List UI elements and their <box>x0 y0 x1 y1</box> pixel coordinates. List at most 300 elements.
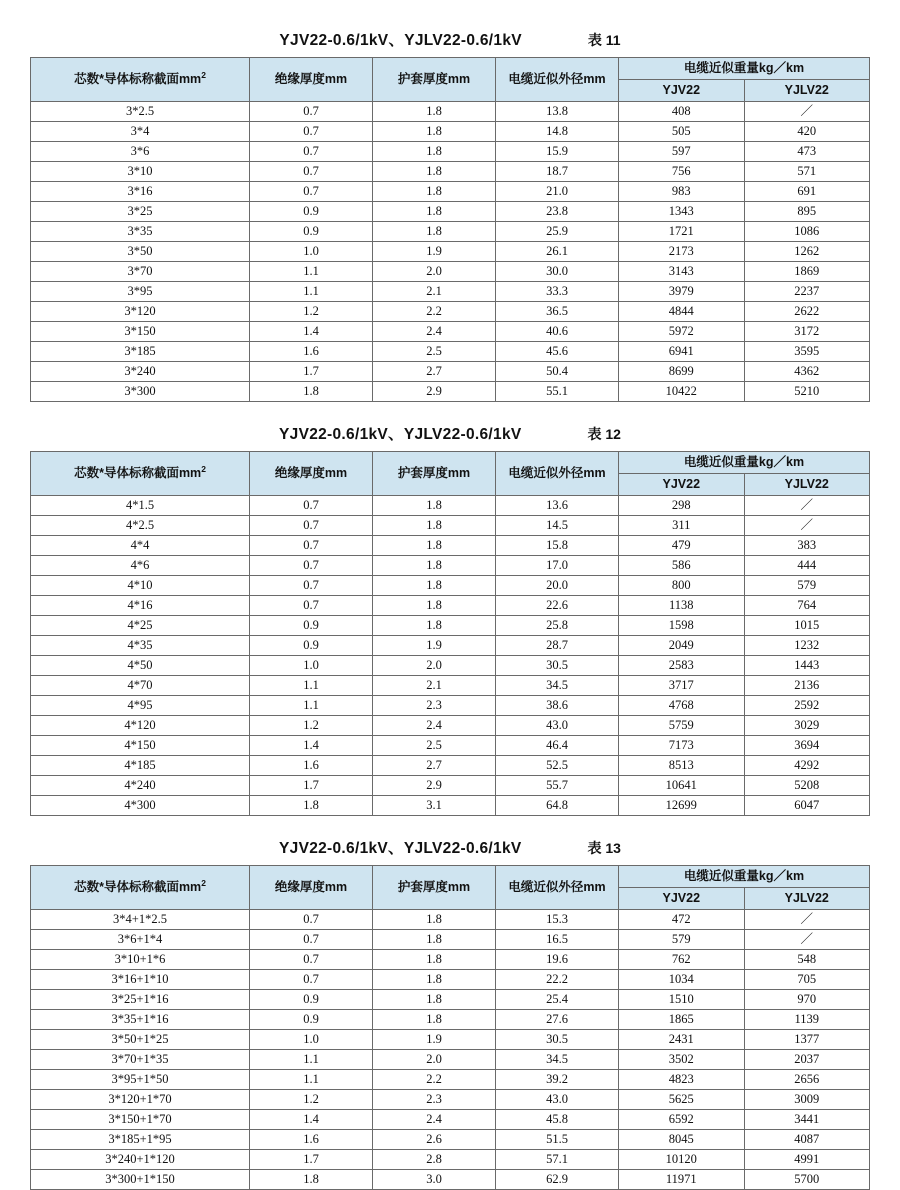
header-outer-diameter: 电缆近似外径mm <box>496 866 619 910</box>
cell-weight-yjv22: 800 <box>619 576 745 596</box>
table-row <box>31 656 870 676</box>
cell-weight-yjv22: 3717 <box>619 676 745 696</box>
cell-sheath-thickness: 1.8 <box>373 556 496 576</box>
cell-insulation-thickness: 1.0 <box>250 656 373 676</box>
table-row <box>31 282 870 302</box>
table-head-13 <box>31 866 870 910</box>
cell-sheath-thickness: 2.4 <box>373 322 496 342</box>
cell-weight-yjlv22: 420 <box>744 122 870 142</box>
cell-sheath-thickness: 3.0 <box>373 1170 496 1190</box>
table-row <box>31 1030 870 1050</box>
cell-outer-diameter: 26.1 <box>496 242 619 262</box>
cell-weight-yjv22: 1865 <box>619 1010 745 1030</box>
table-row <box>31 696 870 716</box>
cell-insulation-thickness: 0.7 <box>250 596 373 616</box>
cell-core-section: 3*50+1*25 <box>31 1030 250 1050</box>
cell-core-section: 3*4+1*2.5 <box>31 910 250 930</box>
table-caption-12 <box>30 416 870 451</box>
cell-weight-yjv22: 1510 <box>619 990 745 1010</box>
table-row <box>31 382 870 402</box>
cell-outer-diameter: 50.4 <box>496 362 619 382</box>
cell-weight-yjlv22: 4991 <box>744 1150 870 1170</box>
cell-insulation-thickness: 0.7 <box>250 122 373 142</box>
table-row <box>31 262 870 282</box>
cell-outer-diameter: 17.0 <box>496 556 619 576</box>
table-title-13: YJV22-0.6/1kV、YJLV22-0.6/1kV <box>279 840 522 857</box>
cell-outer-diameter: 23.8 <box>496 202 619 222</box>
cell-core-section: 4*50 <box>31 656 250 676</box>
cell-weight-yjv22: 1721 <box>619 222 745 242</box>
cell-weight-yjlv22: 3172 <box>744 322 870 342</box>
cell-core-section: 3*10+1*6 <box>31 950 250 970</box>
table-row <box>31 496 870 516</box>
cell-outer-diameter: 30.0 <box>496 262 619 282</box>
cell-insulation-thickness: 1.7 <box>250 362 373 382</box>
cell-core-section: 3*185 <box>31 342 250 362</box>
cell-weight-yjlv22: 3029 <box>744 716 870 736</box>
cell-weight-yjlv22: 4292 <box>744 756 870 776</box>
cell-weight-yjv22: 4768 <box>619 696 745 716</box>
cell-sheath-thickness: 2.3 <box>373 696 496 716</box>
header-row-primary <box>31 866 870 888</box>
cell-weight-yjv22: 2583 <box>619 656 745 676</box>
header-yjv22: YJV22 <box>619 80 745 102</box>
table-row <box>31 1110 870 1130</box>
cell-sheath-thickness: 1.9 <box>373 636 496 656</box>
cell-outer-diameter: 14.8 <box>496 122 619 142</box>
cell-outer-diameter: 22.6 <box>496 596 619 616</box>
cell-insulation-thickness: 1.4 <box>250 1110 373 1130</box>
cell-outer-diameter: 40.6 <box>496 322 619 342</box>
cell-sheath-thickness: 3.1 <box>373 796 496 816</box>
cell-weight-yjv22: 3502 <box>619 1050 745 1070</box>
cell-outer-diameter: 27.6 <box>496 1010 619 1030</box>
cell-core-section: 4*185 <box>31 756 250 776</box>
cell-core-section: 3*300+1*150 <box>31 1170 250 1190</box>
cell-weight-yjv22: 1138 <box>619 596 745 616</box>
cell-core-section: 3*95 <box>31 282 250 302</box>
cell-outer-diameter: 55.1 <box>496 382 619 402</box>
cell-sheath-thickness: 2.5 <box>373 736 496 756</box>
cell-core-section: 4*4 <box>31 536 250 556</box>
cell-core-section: 3*300 <box>31 382 250 402</box>
cell-weight-yjv22: 5759 <box>619 716 745 736</box>
cell-core-section: 3*6 <box>31 142 250 162</box>
cell-weight-yjlv22: 2037 <box>744 1050 870 1070</box>
header-approx-weight: 电缆近似重量kg／km <box>619 58 870 80</box>
cell-core-section: 3*6+1*4 <box>31 930 250 950</box>
cell-outer-diameter: 64.8 <box>496 796 619 816</box>
cell-sheath-thickness: 2.0 <box>373 262 496 282</box>
cell-outer-diameter: 21.0 <box>496 182 619 202</box>
cell-insulation-thickness: 1.7 <box>250 776 373 796</box>
cell-weight-yjv22: 10641 <box>619 776 745 796</box>
header-sheath-thickness: 护套厚度mm <box>373 866 496 910</box>
cell-insulation-thickness: 1.8 <box>250 382 373 402</box>
cell-weight-yjlv22: ／ <box>744 496 870 516</box>
cell-sheath-thickness: 1.8 <box>373 970 496 990</box>
cell-weight-yjv22: 597 <box>619 142 745 162</box>
cell-outer-diameter: 15.9 <box>496 142 619 162</box>
cell-weight-yjv22: 2173 <box>619 242 745 262</box>
cell-core-section: 4*120 <box>31 716 250 736</box>
cell-outer-diameter: 45.6 <box>496 342 619 362</box>
cell-sheath-thickness: 1.8 <box>373 142 496 162</box>
cell-core-section: 3*240 <box>31 362 250 382</box>
cell-weight-yjlv22: 3694 <box>744 736 870 756</box>
cell-weight-yjv22: 12699 <box>619 796 745 816</box>
cell-core-section: 3*4 <box>31 122 250 142</box>
cell-insulation-thickness: 1.6 <box>250 342 373 362</box>
cell-weight-yjlv22: 1015 <box>744 616 870 636</box>
table-row <box>31 1010 870 1030</box>
table-row <box>31 596 870 616</box>
header-core-section <box>31 866 250 910</box>
table-caption-11 <box>30 22 870 57</box>
table-row <box>31 342 870 362</box>
table-row <box>31 910 870 930</box>
table-row <box>31 970 870 990</box>
cell-sheath-thickness: 1.8 <box>373 910 496 930</box>
cell-insulation-thickness: 0.9 <box>250 990 373 1010</box>
cell-outer-diameter: 52.5 <box>496 756 619 776</box>
cell-core-section: 3*16 <box>31 182 250 202</box>
table-block-11 <box>0 22 900 402</box>
cell-outer-diameter: 57.1 <box>496 1150 619 1170</box>
table-body-13 <box>31 910 870 1190</box>
cell-weight-yjlv22: 473 <box>744 142 870 162</box>
cell-sheath-thickness: 2.9 <box>373 382 496 402</box>
cell-weight-yjv22: 1343 <box>619 202 745 222</box>
cell-outer-diameter: 13.8 <box>496 102 619 122</box>
table-row <box>31 736 870 756</box>
cell-core-section: 3*2.5 <box>31 102 250 122</box>
cell-outer-diameter: 30.5 <box>496 656 619 676</box>
cell-weight-yjlv22: 2622 <box>744 302 870 322</box>
cell-weight-yjlv22: ／ <box>744 930 870 950</box>
cell-sheath-thickness: 2.3 <box>373 1090 496 1110</box>
cell-insulation-thickness: 0.7 <box>250 102 373 122</box>
cell-weight-yjlv22: ／ <box>744 516 870 536</box>
cell-sheath-thickness: 2.0 <box>373 1050 496 1070</box>
cell-core-section: 3*50 <box>31 242 250 262</box>
cell-insulation-thickness: 1.7 <box>250 1150 373 1170</box>
cell-weight-yjv22: 479 <box>619 536 745 556</box>
cell-core-section: 4*240 <box>31 776 250 796</box>
cell-outer-diameter: 51.5 <box>496 1130 619 1150</box>
cell-sheath-thickness: 1.9 <box>373 1030 496 1050</box>
cell-sheath-thickness: 1.8 <box>373 536 496 556</box>
cell-sheath-thickness: 2.7 <box>373 362 496 382</box>
cell-weight-yjv22: 10120 <box>619 1150 745 1170</box>
cell-outer-diameter: 18.7 <box>496 162 619 182</box>
cell-sheath-thickness: 2.5 <box>373 342 496 362</box>
cell-core-section: 4*16 <box>31 596 250 616</box>
cell-insulation-thickness: 0.9 <box>250 616 373 636</box>
cell-weight-yjlv22: 1232 <box>744 636 870 656</box>
table-body-12 <box>31 496 870 816</box>
gap-11-12 <box>0 402 900 416</box>
cell-sheath-thickness: 2.9 <box>373 776 496 796</box>
cell-insulation-thickness: 1.8 <box>250 1170 373 1190</box>
table-row <box>31 1050 870 1070</box>
table-row <box>31 796 870 816</box>
cell-insulation-thickness: 1.4 <box>250 736 373 756</box>
cell-insulation-thickness: 0.7 <box>250 556 373 576</box>
cell-sheath-thickness: 1.8 <box>373 222 496 242</box>
table-caption-13 <box>30 830 870 865</box>
cell-weight-yjv22: 579 <box>619 930 745 950</box>
cell-weight-yjv22: 6592 <box>619 1110 745 1130</box>
cell-outer-diameter: 39.2 <box>496 1070 619 1090</box>
cell-sheath-thickness: 2.2 <box>373 1070 496 1090</box>
cell-outer-diameter: 36.5 <box>496 302 619 322</box>
cell-core-section: 4*1.5 <box>31 496 250 516</box>
cell-core-section: 3*35 <box>31 222 250 242</box>
header-row-primary <box>31 452 870 474</box>
cell-insulation-thickness: 1.1 <box>250 696 373 716</box>
cell-outer-diameter: 25.4 <box>496 990 619 1010</box>
cell-insulation-thickness: 0.9 <box>250 1010 373 1030</box>
cell-outer-diameter: 43.0 <box>496 1090 619 1110</box>
cell-insulation-thickness: 0.7 <box>250 516 373 536</box>
cell-outer-diameter: 38.6 <box>496 696 619 716</box>
table-row <box>31 1130 870 1150</box>
cell-core-section: 4*300 <box>31 796 250 816</box>
cell-sheath-thickness: 1.8 <box>373 930 496 950</box>
cell-sheath-thickness: 1.8 <box>373 102 496 122</box>
cell-sheath-thickness: 1.9 <box>373 242 496 262</box>
table-row <box>31 102 870 122</box>
cell-insulation-thickness: 1.1 <box>250 1050 373 1070</box>
cell-outer-diameter: 33.3 <box>496 282 619 302</box>
cell-weight-yjv22: 586 <box>619 556 745 576</box>
header-yjv22: YJV22 <box>619 474 745 496</box>
cell-core-section: 3*240+1*120 <box>31 1150 250 1170</box>
cell-core-section: 3*25 <box>31 202 250 222</box>
table-body-11 <box>31 102 870 402</box>
cell-weight-yjlv22: ／ <box>744 910 870 930</box>
cell-weight-yjlv22: 571 <box>744 162 870 182</box>
cell-insulation-thickness: 1.0 <box>250 1030 373 1050</box>
cell-weight-yjlv22: 1262 <box>744 242 870 262</box>
cell-weight-yjv22: 3143 <box>619 262 745 282</box>
spec-table-12 <box>30 451 870 816</box>
cell-insulation-thickness: 1.6 <box>250 756 373 776</box>
header-core-section-label: 芯数*导体标称截面mm <box>74 72 202 86</box>
cell-weight-yjv22: 1598 <box>619 616 745 636</box>
cell-outer-diameter: 28.7 <box>496 636 619 656</box>
spec-table-13 <box>30 865 870 1190</box>
cell-weight-yjlv22: 383 <box>744 536 870 556</box>
cell-core-section: 3*120 <box>31 302 250 322</box>
cell-sheath-thickness: 2.7 <box>373 756 496 776</box>
cell-sheath-thickness: 1.8 <box>373 182 496 202</box>
header-sheath-thickness: 护套厚度mm <box>373 58 496 102</box>
table-row <box>31 990 870 1010</box>
cell-sheath-thickness: 1.8 <box>373 202 496 222</box>
cell-core-section: 3*150+1*70 <box>31 1110 250 1130</box>
table-row <box>31 242 870 262</box>
header-core-section-sup: 2 <box>201 69 206 80</box>
cell-weight-yjlv22: 1086 <box>744 222 870 242</box>
cell-core-section: 3*150 <box>31 322 250 342</box>
cell-weight-yjlv22: 3595 <box>744 342 870 362</box>
table-row <box>31 930 870 950</box>
table-row <box>31 322 870 342</box>
cell-sheath-thickness: 2.6 <box>373 1130 496 1150</box>
cell-sheath-thickness: 1.8 <box>373 516 496 536</box>
cell-core-section: 4*2.5 <box>31 516 250 536</box>
cell-outer-diameter: 15.8 <box>496 536 619 556</box>
cell-weight-yjv22: 472 <box>619 910 745 930</box>
cell-weight-yjv22: 4823 <box>619 1070 745 1090</box>
cell-core-section: 3*10 <box>31 162 250 182</box>
cell-weight-yjlv22: 895 <box>744 202 870 222</box>
table-number-11: 表 11 <box>587 32 621 48</box>
cell-sheath-thickness: 1.8 <box>373 122 496 142</box>
table-row <box>31 516 870 536</box>
cell-insulation-thickness: 0.7 <box>250 496 373 516</box>
cell-insulation-thickness: 0.7 <box>250 576 373 596</box>
cell-weight-yjv22: 5625 <box>619 1090 745 1110</box>
header-yjlv22: YJLV22 <box>744 474 870 496</box>
header-approx-weight: 电缆近似重量kg／km <box>619 866 870 888</box>
cell-outer-diameter: 25.8 <box>496 616 619 636</box>
header-sheath-thickness: 护套厚度mm <box>373 452 496 496</box>
cell-core-section: 4*25 <box>31 616 250 636</box>
cell-weight-yjlv22: 4362 <box>744 362 870 382</box>
header-core-section <box>31 452 250 496</box>
cell-weight-yjlv22: 548 <box>744 950 870 970</box>
cell-weight-yjv22: 3979 <box>619 282 745 302</box>
cell-core-section: 3*25+1*16 <box>31 990 250 1010</box>
cell-insulation-thickness: 1.1 <box>250 676 373 696</box>
cell-sheath-thickness: 1.8 <box>373 990 496 1010</box>
cell-core-section: 3*120+1*70 <box>31 1090 250 1110</box>
cell-weight-yjv22: 408 <box>619 102 745 122</box>
cell-insulation-thickness: 0.7 <box>250 910 373 930</box>
header-outer-diameter: 电缆近似外径mm <box>496 452 619 496</box>
cell-weight-yjv22: 311 <box>619 516 745 536</box>
cell-weight-yjv22: 5972 <box>619 322 745 342</box>
cell-outer-diameter: 34.5 <box>496 676 619 696</box>
cell-core-section: 3*16+1*10 <box>31 970 250 990</box>
cell-outer-diameter: 62.9 <box>496 1170 619 1190</box>
cell-weight-yjv22: 8699 <box>619 362 745 382</box>
table-head-12 <box>31 452 870 496</box>
cell-sheath-thickness: 2.4 <box>373 716 496 736</box>
cell-weight-yjlv22: 2656 <box>744 1070 870 1090</box>
cell-sheath-thickness: 1.8 <box>373 616 496 636</box>
cell-sheath-thickness: 2.1 <box>373 676 496 696</box>
cell-weight-yjlv22: 3009 <box>744 1090 870 1110</box>
cell-sheath-thickness: 2.8 <box>373 1150 496 1170</box>
table-row <box>31 302 870 322</box>
cell-insulation-thickness: 1.2 <box>250 1090 373 1110</box>
table-row <box>31 556 870 576</box>
table-row <box>31 950 870 970</box>
cell-core-section: 4*10 <box>31 576 250 596</box>
cell-outer-diameter: 43.0 <box>496 716 619 736</box>
cell-sheath-thickness: 2.0 <box>373 656 496 676</box>
cell-core-section: 4*95 <box>31 696 250 716</box>
cell-outer-diameter: 16.5 <box>496 930 619 950</box>
cell-weight-yjv22: 762 <box>619 950 745 970</box>
cell-weight-yjv22: 6941 <box>619 342 745 362</box>
cell-outer-diameter: 25.9 <box>496 222 619 242</box>
cell-weight-yjlv22: 2136 <box>744 676 870 696</box>
cell-weight-yjv22: 8045 <box>619 1130 745 1150</box>
cell-core-section: 4*35 <box>31 636 250 656</box>
table-row <box>31 1170 870 1190</box>
cell-weight-yjv22: 983 <box>619 182 745 202</box>
header-yjv22: YJV22 <box>619 888 745 910</box>
cell-weight-yjlv22: 5700 <box>744 1170 870 1190</box>
cell-outer-diameter: 30.5 <box>496 1030 619 1050</box>
cell-outer-diameter: 34.5 <box>496 1050 619 1070</box>
cell-weight-yjlv22: 3441 <box>744 1110 870 1130</box>
cell-core-section: 3*70+1*35 <box>31 1050 250 1070</box>
header-insulation-thickness: 绝缘厚度mm <box>250 452 373 496</box>
table-row <box>31 162 870 182</box>
cell-weight-yjv22: 11971 <box>619 1170 745 1190</box>
cell-insulation-thickness: 1.1 <box>250 262 373 282</box>
cell-outer-diameter: 55.7 <box>496 776 619 796</box>
cell-sheath-thickness: 2.2 <box>373 302 496 322</box>
cell-sheath-thickness: 1.8 <box>373 596 496 616</box>
cell-outer-diameter: 15.3 <box>496 910 619 930</box>
table-row <box>31 1070 870 1090</box>
table-row <box>31 716 870 736</box>
header-core-section-sup: 2 <box>201 877 206 888</box>
cell-outer-diameter: 45.8 <box>496 1110 619 1130</box>
table-title-11: YJV22-0.6/1kV、YJLV22-0.6/1kV <box>279 32 522 49</box>
cell-insulation-thickness: 0.9 <box>250 202 373 222</box>
cell-weight-yjv22: 505 <box>619 122 745 142</box>
cell-weight-yjlv22: 1377 <box>744 1030 870 1050</box>
cell-insulation-thickness: 0.9 <box>250 636 373 656</box>
table-block-13 <box>0 830 900 1190</box>
cell-weight-yjlv22: 5208 <box>744 776 870 796</box>
header-yjlv22: YJLV22 <box>744 888 870 910</box>
cell-core-section: 3*70 <box>31 262 250 282</box>
table-row <box>31 142 870 162</box>
cell-insulation-thickness: 1.2 <box>250 716 373 736</box>
header-outer-diameter: 电缆近似外径mm <box>496 58 619 102</box>
cell-sheath-thickness: 1.8 <box>373 162 496 182</box>
header-insulation-thickness: 绝缘厚度mm <box>250 58 373 102</box>
table-title-12: YJV22-0.6/1kV、YJLV22-0.6/1kV <box>279 426 522 443</box>
cell-weight-yjv22: 2431 <box>619 1030 745 1050</box>
cell-weight-yjv22: 2049 <box>619 636 745 656</box>
cell-insulation-thickness: 1.0 <box>250 242 373 262</box>
gap-12-13 <box>0 816 900 830</box>
cell-insulation-thickness: 0.7 <box>250 930 373 950</box>
cell-outer-diameter: 13.6 <box>496 496 619 516</box>
cell-sheath-thickness: 2.1 <box>373 282 496 302</box>
table-row <box>31 756 870 776</box>
cell-insulation-thickness: 1.1 <box>250 282 373 302</box>
header-yjlv22: YJLV22 <box>744 80 870 102</box>
table-row <box>31 182 870 202</box>
table-row <box>31 536 870 556</box>
cell-weight-yjlv22: 6047 <box>744 796 870 816</box>
cell-sheath-thickness: 1.8 <box>373 496 496 516</box>
table-row <box>31 1090 870 1110</box>
cell-insulation-thickness: 1.2 <box>250 302 373 322</box>
table-row <box>31 676 870 696</box>
